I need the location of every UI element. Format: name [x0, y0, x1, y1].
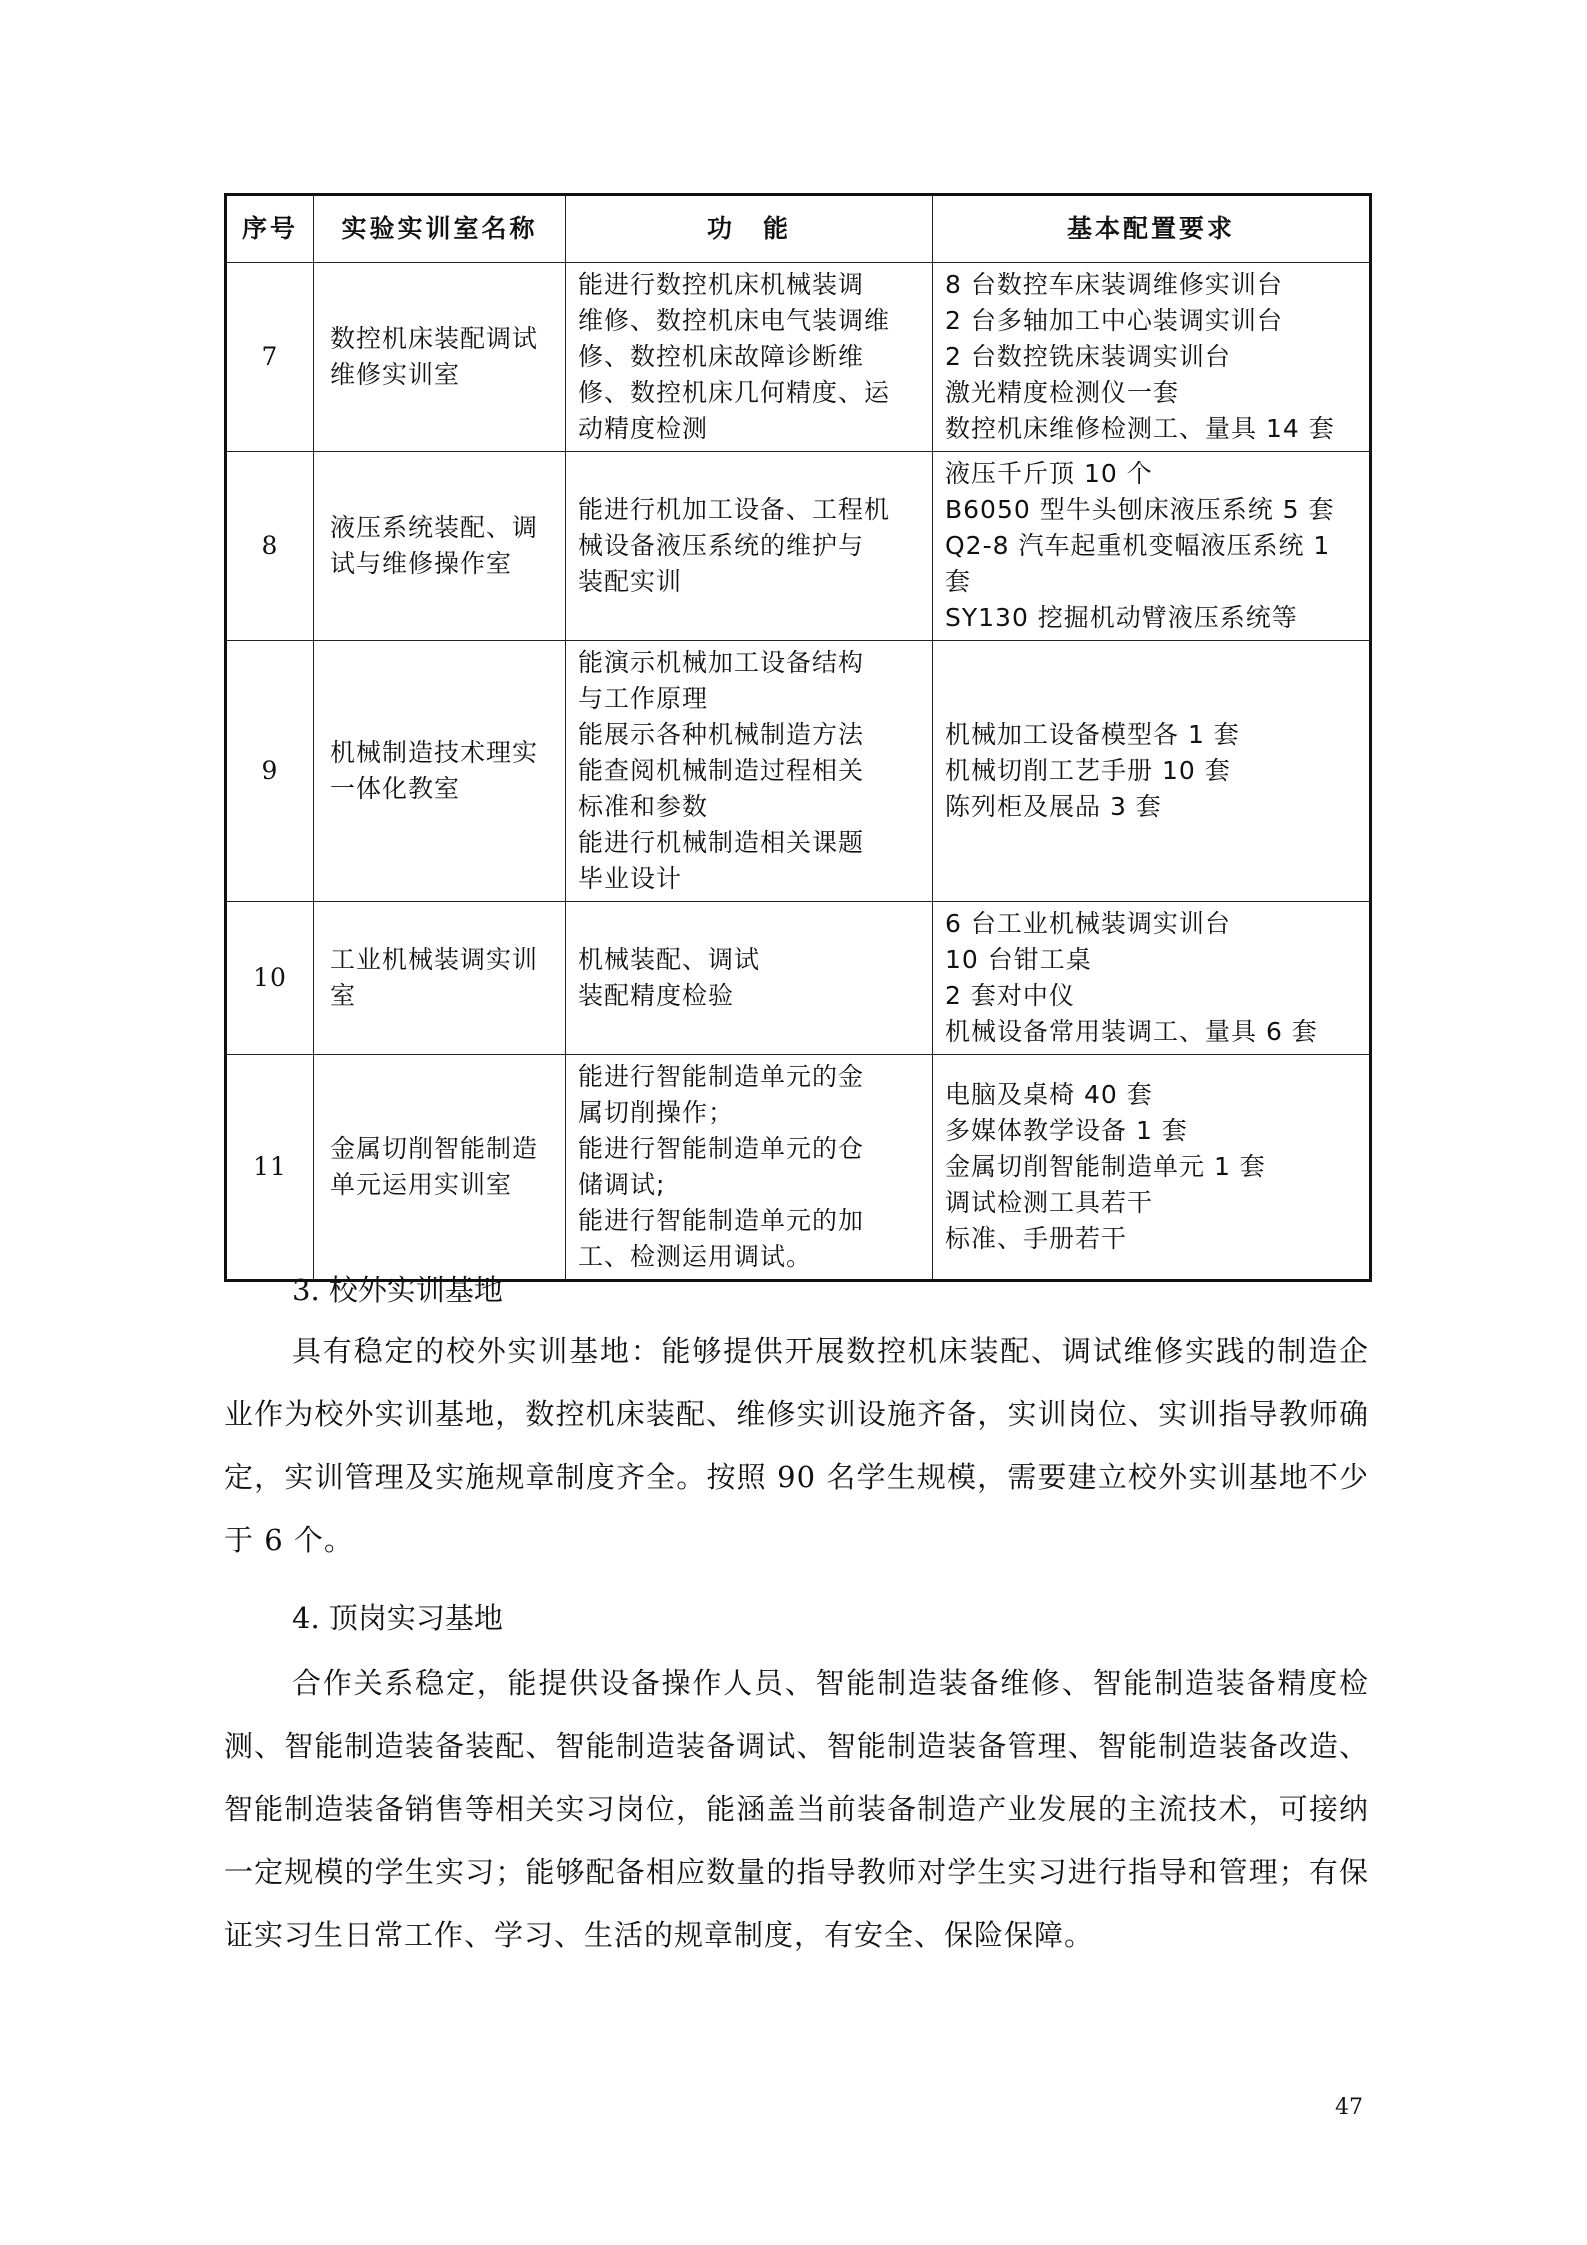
header-function: 功 能	[566, 195, 933, 263]
section-4-title: 4. 顶岗实习基地	[292, 1601, 503, 1635]
row-config: 电脑及桌椅 40 套 多媒体教学设备 1 套 金属切削智能制造单元 1 套 调试检测工具若干 标准、手册若干	[933, 1055, 1371, 1281]
row-function: 能演示机械加工设备结构 与工作原理 能展示各种机械制造方法 能查阅机械制造过程相关 标准和参数 能进行机械制造相关课题 毕业设计	[566, 641, 933, 902]
row-function: 能进行智能制造单元的金 属切削操作； 能进行智能制造单元的仓 储调试; 能进行智能制造单元的加 工、检测运用调试。	[566, 1055, 933, 1281]
row-config: 8 台数控车床装调维修实训台 2 台多轴加工中心装调实训台 2 台数控铣床装调实训台 激光精度检测仪一套 数控机床维修检测工、量具 14 套	[933, 263, 1371, 452]
section-4-body: 合作关系稳定，能提供设备操作人员、智能制造装备维修、智能制造装备精度检测、智能制造装备装配、智能制造装备调试、智能制造装备管理、智能制造装备改造、智能制造装备销售等相关实习岗位，能涵盖当前装备制造产业发展的主流技术，可接纳一定规模的学生实习；能够配备相应数量的指导教师对学生实习进行指导和管理；有保证实习生日常工作、学习、生活的规章制度，有安全、保险保障。	[224, 1666, 1369, 1952]
row-name: 数控机床装配调试 维修实训室	[314, 263, 566, 452]
section-3-body: 具有稳定的校外实训基地：能够提供开展数控机床装配、调试维修实践的制造企业作为校外实训基地，数控机床装配、维修实训设施齐备，实训岗位、实训指导教师确定，实训管理及实施规章制度齐全。按照 90 名学生规模，需要建立校外实训基地不少于 6 个。	[224, 1334, 1369, 1557]
row-no: 8	[226, 452, 314, 641]
row-config: 6 台工业机械装调实训台 10 台钳工桌 2 套对中仪 机械设备常用装调工、量具 6 套	[933, 902, 1371, 1055]
header-no: 序号	[226, 195, 314, 263]
table-header-row	[226, 195, 1371, 263]
row-function: 机械装配、调试 装配精度检验	[566, 902, 933, 1055]
section-3-title: 3. 校外实训基地	[292, 1273, 503, 1307]
row-no: 11	[226, 1055, 314, 1281]
row-no: 10	[226, 902, 314, 1055]
row-no: 9	[226, 641, 314, 902]
row-name: 金属切削智能制造 单元运用实训室	[314, 1055, 566, 1281]
row-name: 机械制造技术理实 一体化教室	[314, 641, 566, 902]
page-number: 47	[1335, 2095, 1363, 2120]
table-row	[226, 452, 1371, 641]
table-row	[226, 263, 1371, 452]
table-row	[226, 902, 1371, 1055]
row-function: 能进行机加工设备、工程机 械设备液压系统的维护与 装配实训	[566, 452, 933, 641]
table-row	[226, 641, 1371, 902]
lab-table	[224, 193, 1372, 1282]
row-no: 7	[226, 263, 314, 452]
header-config: 基本配置要求	[933, 195, 1371, 263]
row-config: 机械加工设备模型各 1 套 机械切削工艺手册 10 套 陈列柜及展品 3 套	[933, 641, 1371, 902]
header-name: 实验实训室名称	[314, 195, 566, 263]
row-name: 工业机械装调实训 室	[314, 902, 566, 1055]
row-config: 液压千斤顶 10 个 B6050 型牛头刨床液压系统 5 套 Q2-8 汽车起重机变幅液压系统 1 套 SY130 挖掘机动臂液压系统等	[933, 452, 1371, 641]
row-name: 液压系统装配、调 试与维修操作室	[314, 452, 566, 641]
row-function: 能进行数控机床机械装调 维修、数控机床电气装调维 修、数控机床故障诊断维 修、数控机床几何精度、运 动精度检测	[566, 263, 933, 452]
table-row	[226, 1055, 1371, 1281]
